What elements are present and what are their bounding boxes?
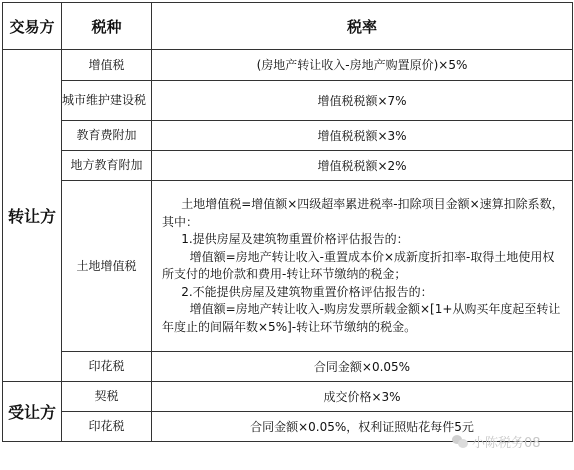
- tax-name: 契税: [62, 382, 152, 412]
- formula-line: 增值额=房地产转让收入-购房发票所载金额×[1+从购买年度起至转让年度止的间隔年数×5%]-转让环节缴纳的税金。: [162, 302, 561, 334]
- tax-name: 印花税: [62, 352, 152, 382]
- tax-table: [2, 2, 573, 442]
- tax-name: 印花税: [62, 412, 152, 442]
- formula-line: 增值额=房地产转让收入-重置成本价×成新度折扣率-取得土地使用权所支付的地价款和费用-转让环节缴纳的税金；: [162, 249, 555, 281]
- tax-rate: 合同金额×0.05%: [152, 352, 573, 382]
- table-row: [3, 81, 573, 121]
- formula-line: 土地增值税=增值额×四级超率累进税率-扣除项目金额×速算扣除系数，其中：: [162, 197, 564, 229]
- table-row: [3, 50, 573, 81]
- tax-rate: 成交价格×3%: [152, 382, 573, 412]
- formula-line: 1.提供房屋及建筑物重置价格评估报告的：: [181, 232, 409, 246]
- land-vat-formula: [152, 181, 573, 352]
- tax-rate: (房地产转让收入-房地产购置原价)×5%: [152, 50, 573, 81]
- tax-rate: 增值税税额×2%: [152, 151, 573, 181]
- table-row: [3, 181, 573, 352]
- tax-name: 土地增值税: [62, 181, 152, 352]
- header-tax-type: 税种: [62, 3, 152, 50]
- header-row: [3, 3, 573, 50]
- tax-name: 城市维护建设税: [62, 81, 152, 121]
- formula-line: 2.不能提供房屋及建筑物重置价格评估报告的：: [181, 284, 433, 299]
- table-row: [3, 352, 573, 382]
- table-row: [3, 382, 573, 412]
- table-row: [3, 412, 573, 442]
- table-row: [3, 121, 573, 151]
- tax-rate: 合同金额×0.05%，权利证照贴花每件5元: [152, 412, 573, 442]
- tax-name: 地方教育附加: [62, 151, 152, 181]
- tax-rate: 增值税税额×3%: [152, 121, 573, 151]
- tax-rate: 增值税税额×7%: [152, 81, 573, 121]
- seller-label: 转让方: [3, 50, 62, 382]
- header-party: 交易方: [3, 3, 62, 50]
- buyer-label: 受让方: [3, 382, 62, 442]
- header-rate: 税率: [152, 3, 573, 50]
- watermark-text: 小陈税务08: [472, 436, 541, 451]
- tax-name: 增值税: [62, 50, 152, 81]
- tax-name: 教育费附加: [62, 121, 152, 151]
- table-row: [3, 151, 573, 181]
